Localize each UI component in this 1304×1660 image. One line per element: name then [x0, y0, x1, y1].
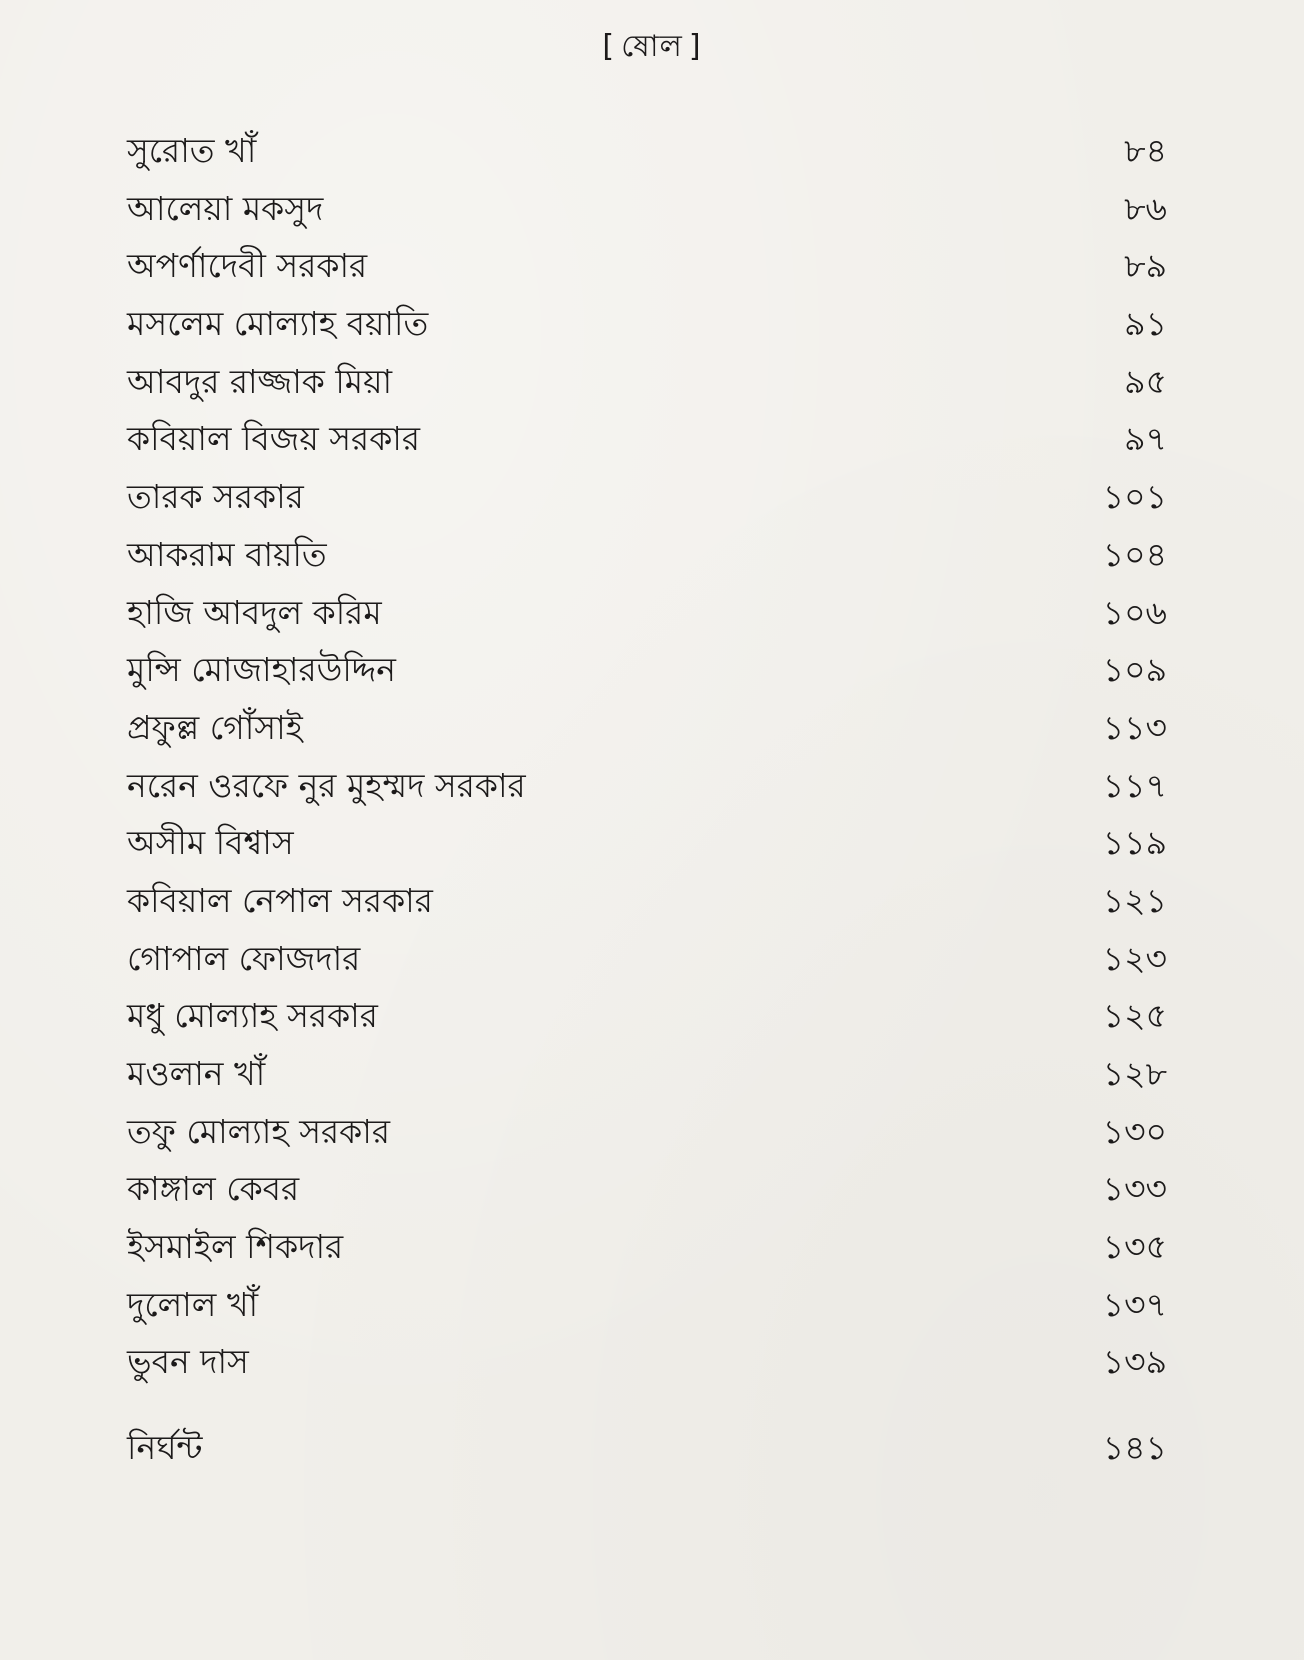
toc-entry-page: ১২৫	[1102, 996, 1167, 1036]
toc-entry-page: ৮৪	[1124, 131, 1167, 170]
toc-entry-title: আকরাম বায়তি	[127, 534, 327, 574]
toc-entry-title: অসীম বিশ্বাস	[127, 823, 294, 863]
toc-entry-title: হাজি আবদুল করিম	[127, 592, 382, 632]
toc-entry-page: ১০৪	[1102, 534, 1167, 574]
toc-entry-page: ৮৯	[1124, 246, 1167, 286]
toc-entry-title: সুরোত খাঁ	[127, 131, 257, 170]
toc-entry	[127, 1045, 1167, 1103]
toc-entry	[127, 872, 1167, 930]
bracket-open: [	[602, 29, 616, 64]
toc-entry-title: তফু মোল্যাহ সরকার	[127, 1111, 390, 1151]
toc-entry	[127, 180, 1167, 238]
toc-entry-page: ১৪১	[1102, 1428, 1167, 1468]
toc-entry-page: ১২৩	[1102, 938, 1167, 978]
toc-entry	[127, 584, 1167, 642]
toc-entry	[127, 699, 1167, 757]
toc-entry-page: ১৩৩	[1102, 1169, 1167, 1209]
toc-entry-title: নরেন ওরফে নুর মুহম্মদ সরকার	[127, 765, 526, 805]
toc-entry-title: ভুবন দাস	[127, 1342, 249, 1382]
toc-entry-title: কবিয়াল নেপাল সরকার	[127, 880, 433, 920]
toc-entry-title: ইসমাইল শিকদার	[127, 1227, 344, 1267]
toc-entry	[127, 1333, 1167, 1391]
toc-entry	[127, 295, 1167, 353]
toc-entry	[127, 468, 1167, 526]
page-number-header	[0, 22, 1304, 73]
toc-entry-title: কাঙ্গাল কেবর	[127, 1169, 300, 1209]
toc-entry-page: ৯৫	[1124, 361, 1167, 401]
toc-entry-page: ১৩৫	[1102, 1227, 1167, 1267]
toc-entry-title: দুলোল খাঁ	[127, 1284, 259, 1324]
page-number-label: ষোল	[621, 29, 683, 64]
toc-entry-page: ১১৭	[1102, 765, 1167, 805]
toc-entry-title: মধু মোল্যাহ সরকার	[127, 996, 378, 1036]
toc-entry-page: ১০৯	[1102, 650, 1167, 690]
toc-entry-page: ১৩৭	[1102, 1284, 1167, 1324]
toc-entry	[127, 987, 1167, 1045]
toc-entry-page: ৯১	[1124, 304, 1167, 344]
toc-entry	[127, 526, 1167, 584]
toc-entry	[127, 814, 1167, 872]
toc-entry-title: মওলান খাঁ	[127, 1054, 266, 1093]
toc-entry-page: ১৩০	[1102, 1111, 1167, 1151]
toc-entry-page: ১৩৯	[1102, 1342, 1167, 1382]
toc-entry-title: নির্ঘন্ট	[127, 1428, 203, 1468]
toc-entry-title: প্রফুল্ল গোঁসাই	[127, 707, 303, 747]
toc-entry-page: ৮৬	[1124, 188, 1167, 228]
toc-entry	[127, 1218, 1167, 1276]
toc-entry-page: ১২৮	[1102, 1054, 1167, 1093]
toc-entry	[127, 1160, 1167, 1218]
toc-entry	[127, 641, 1167, 699]
toc-entry-page: ৯৭	[1124, 419, 1167, 459]
toc-entry-title: মুন্সি মোজাহারউদ্দিন	[127, 650, 396, 690]
toc-entry-title: আবদুর রাজ্জাক মিয়া	[127, 361, 393, 401]
toc-entry-page: ১১৯	[1102, 823, 1167, 863]
toc-entry-index	[127, 1419, 1167, 1477]
toc-entry	[127, 237, 1167, 295]
toc-entry-title: কবিয়াল বিজয় সরকার	[127, 419, 421, 459]
toc-entry-page: ১২১	[1102, 880, 1167, 920]
toc-entry	[127, 1276, 1167, 1334]
toc-entry-page: ১১৩	[1102, 707, 1167, 747]
toc-entry	[127, 410, 1167, 468]
toc-entry	[127, 122, 1167, 180]
toc-entry-title: অপর্ণাদেবী সরকার	[127, 246, 368, 286]
toc-entry-title: তারক সরকার	[127, 477, 304, 517]
toc-entry-title: আলেয়া মকসুদ	[127, 188, 324, 228]
toc-entry	[127, 353, 1167, 411]
toc-entry-title: মসলেম মোল্যাহ বয়াতি	[127, 304, 429, 344]
toc-entry-title: গোপাল ফোজদার	[127, 938, 361, 978]
toc-entry-page: ১০৬	[1102, 592, 1167, 632]
toc-entry	[127, 930, 1167, 988]
table-of-contents	[127, 122, 1167, 1477]
toc-entry	[127, 757, 1167, 815]
toc-entry	[127, 1103, 1167, 1161]
toc-entry-page: ১০১	[1102, 477, 1167, 517]
bracket-close: ]	[688, 29, 702, 64]
